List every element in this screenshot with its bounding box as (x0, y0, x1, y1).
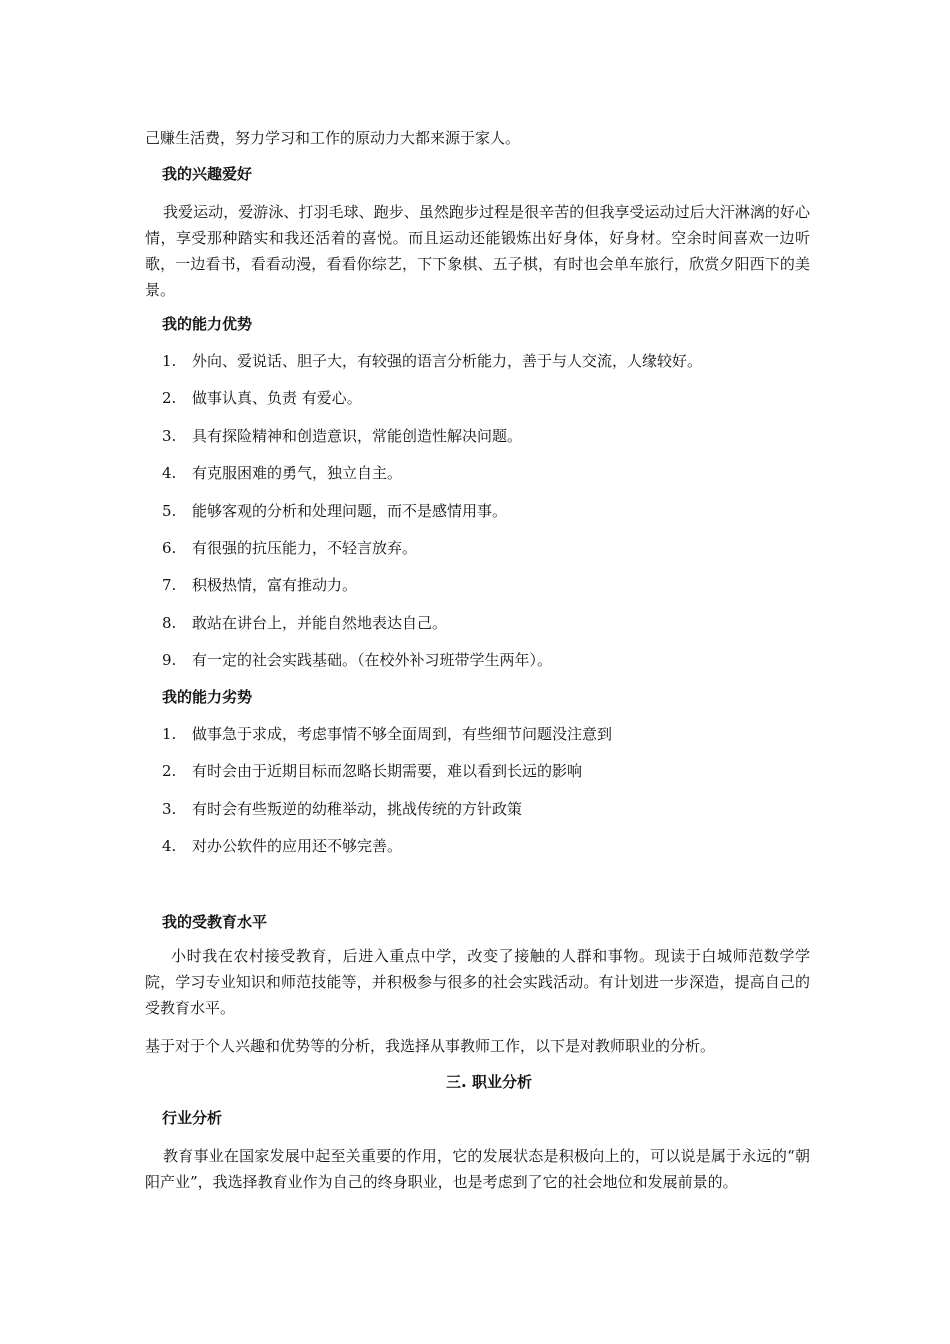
interests-paragraph: 我爱运动，爱游泳、打羽毛球、跑步、虽然跑步过程是很辛苦的但我享受运动过后大汗淋漓的好心情，享受那种踏实和我还活着的喜悦。而且运动还能锻炼出好身体，好身材。空余时间喜欢一边听歌，一边看书，看看动漫，看看你综艺，下下象棋、五子棋，有时也会单车旅行，欣赏夕阳西下的美景。 (145, 203, 810, 299)
list-item-text: 具有探险精神和创造意识，常能创造性解决问题。 (192, 426, 523, 445)
list-item-number: 9. (162, 651, 177, 670)
list-item-text: 有一定的社会实践基础。（在校外补习班带学生两年）。 (192, 651, 553, 670)
industry-heading: 行业分析 (162, 1109, 223, 1127)
list-item-text: 有很强的抗压能力，不轻言放弃。 (192, 539, 418, 557)
industry-paragraph: 教育事业在国家发展中起至关重要的作用，它的发展状态是积极向上的，可以说是属于永远的“朝阳产业”，我选择教育业作为自己的终身职业，也是考虑到了它的社会地位和发展前景的。 (145, 1147, 810, 1191)
list-item-number: 4. (162, 837, 177, 856)
list-item-number: 8. (162, 613, 177, 632)
list-item (162, 574, 357, 595)
list-item-number: 1. (162, 352, 177, 370)
weaknesses-heading: 我的能力劣势 (162, 688, 253, 706)
education-heading: 我的受教育水平 (162, 913, 268, 931)
list-item-number: 2. (162, 762, 177, 781)
list-item-text: 做事认真、负责 有爱心。 (192, 389, 362, 408)
list-item (162, 462, 402, 483)
list-item (162, 537, 417, 558)
list-item-text: 能够客观的分析和处理问题，而不是感情用事。 (192, 501, 508, 520)
list-item-number: 5. (162, 501, 177, 520)
list-item-number: 1. (162, 725, 177, 743)
list-item-text: 做事急于求成，考虑事情不够全面周到，有些细节问题没注意到 (192, 725, 613, 743)
list-item (162, 350, 702, 371)
list-item-text: 有时会有些叛逆的幼稚举动，挑战传统的方针政策 (192, 799, 523, 818)
list-item-number: 4. (162, 464, 177, 483)
list-item (162, 500, 507, 521)
education-paragraph: 小时我在农村接受教育，后进入重点中学，改变了接触的人群和事物。现读于白城师范数学学院，学习专业知识和师范技能等，并积极参与很多的社会实践活动。有计划进一步深造，提高自己的受教育水平。 (145, 947, 810, 1017)
list-item (162, 798, 522, 819)
list-item (162, 649, 552, 670)
list-item-text: 外向、爱说话、胆子大，有较强的语言分析能力，善于与人交流，人缘较好。 (192, 352, 703, 370)
list-item-number: 6. (162, 539, 177, 557)
list-item (162, 425, 522, 446)
strengths-heading: 我的能力优势 (162, 315, 253, 333)
interests-heading: 我的兴趣爱好 (162, 165, 253, 183)
transition-paragraph: 基于对于个人兴趣和优势等的分析，我选择从事教师工作，以下是对教师职业的分析。 (145, 1037, 716, 1055)
list-item (162, 612, 447, 633)
list-item (162, 835, 402, 856)
list-item-number: 2. (162, 389, 177, 408)
list-item-number: 7. (162, 576, 177, 595)
list-item-number: 3. (162, 799, 177, 818)
list-item (162, 387, 362, 408)
list-item-text: 对办公软件的应用还不够完善。 (192, 837, 403, 856)
list-item (162, 723, 612, 744)
section-title: 三. 职业分析 (446, 1073, 532, 1091)
list-item-number: 3. (162, 426, 177, 445)
list-item-text: 积极热情，富有推动力。 (192, 576, 358, 595)
list-item-text: 有时会由于近期目标而忽略长期需要，难以看到长远的影响 (192, 762, 583, 781)
list-item-text: 敢站在讲台上，并能自然地表达自己。 (192, 613, 448, 632)
intro-paragraph: 己赚生活费，努力学习和工作的原动力大都来源于家人。 (145, 129, 521, 147)
list-item-text: 有克服困难的勇气，独立自主。 (192, 464, 403, 483)
list-item (162, 760, 582, 781)
